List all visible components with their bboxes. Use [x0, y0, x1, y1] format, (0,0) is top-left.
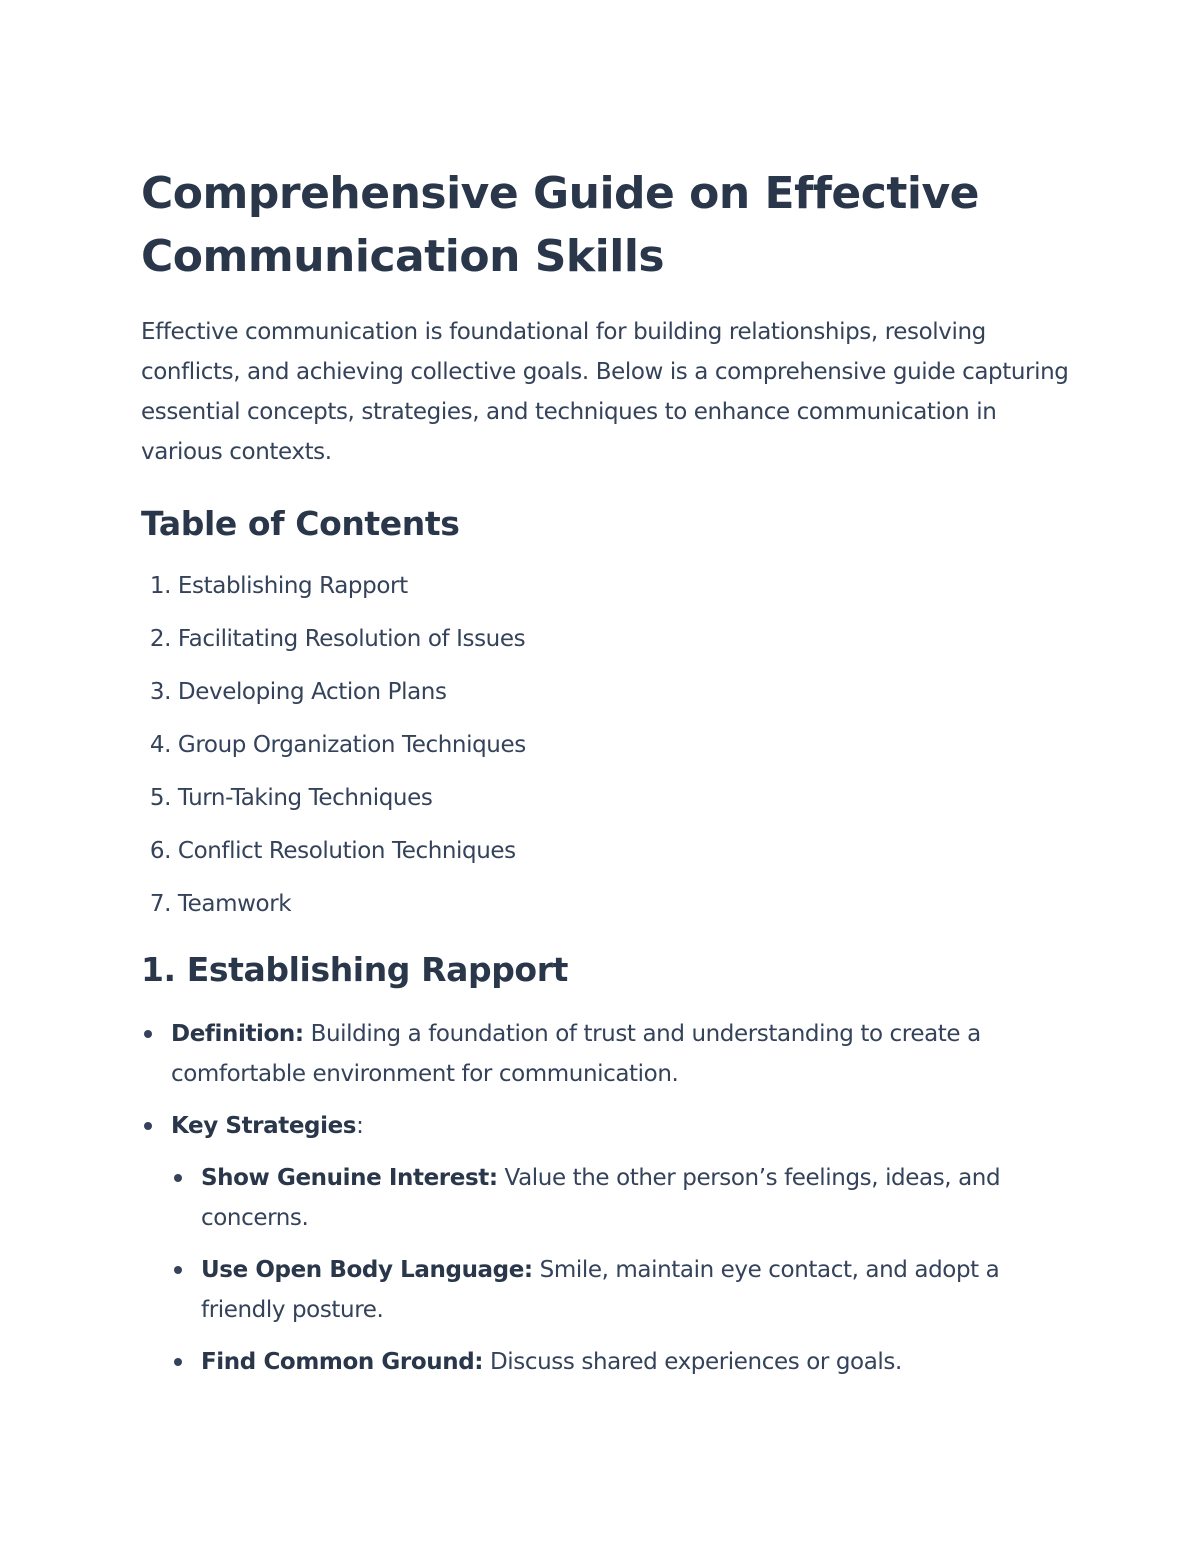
toc-item-label: Developing Action Plans — [177, 679, 447, 705]
bullet-icon — [174, 1358, 182, 1366]
toc-item[interactable] — [141, 619, 1071, 659]
strategies-term: Key Strategies — [171, 1113, 357, 1139]
toc-item[interactable] — [141, 672, 1071, 712]
toc-item-number: 2. — [149, 626, 171, 652]
toc-item[interactable] — [141, 884, 1071, 924]
document-page — [141, 162, 1071, 1394]
strategy-text: Smile, maintain eye contact, and adopt a friendly posture. — [201, 1257, 1000, 1323]
bullet-icon — [174, 1266, 182, 1274]
toc-heading: Table of Contents — [141, 504, 460, 543]
list-item-definition — [141, 1014, 1071, 1094]
toc-item-number: 4. — [149, 732, 171, 758]
list-item-key-strategies — [141, 1106, 1071, 1382]
toc-item[interactable] — [141, 566, 1071, 606]
section-bullet-list — [141, 1014, 1071, 1382]
document-title: Comprehensive Guide on Effective Communication Skills — [141, 168, 979, 282]
strategies-suffix: : — [356, 1113, 364, 1139]
toc-item-number: 1. — [149, 573, 171, 599]
toc-item-label: Group Organization Techniques — [177, 732, 526, 758]
definition-text: Building a foundation of trust and understanding to create a comfortable environment for communication. — [171, 1021, 981, 1087]
toc-item-label: Conflict Resolution Techniques — [177, 838, 516, 864]
toc-item[interactable] — [141, 831, 1071, 871]
toc-item-label: Establishing Rapport — [177, 573, 408, 599]
list-item-strategy — [171, 1158, 1071, 1238]
toc-item-number: 3. — [149, 679, 171, 705]
toc-item[interactable] — [141, 778, 1071, 818]
toc-item-label: Facilitating Resolution of Issues — [177, 626, 526, 652]
bullet-icon — [174, 1174, 182, 1182]
definition-term: Definition: — [171, 1021, 304, 1047]
table-of-contents — [141, 566, 1071, 924]
strategies-sub-list — [171, 1158, 1071, 1382]
toc-item-label: Teamwork — [177, 891, 292, 917]
bullet-icon — [144, 1030, 152, 1038]
toc-item[interactable] — [141, 725, 1071, 765]
strategy-term: Show Genuine Interest: — [201, 1165, 498, 1191]
toc-item-label: Turn-Taking Techniques — [177, 785, 433, 811]
strategy-text: Discuss shared experiences or goals. — [483, 1349, 902, 1375]
section-heading-establishing-rapport: 1. Establishing Rapport — [141, 950, 568, 989]
list-item-strategy — [171, 1342, 1071, 1382]
toc-item-number: 6. — [149, 838, 171, 864]
strategy-term: Use Open Body Language: — [201, 1257, 533, 1283]
toc-item-number: 5. — [149, 785, 171, 811]
intro-paragraph: Effective communication is foundational for building relationships, resolving conflicts, and achieving collective goals. Below is a comprehensive guide capturing essential concepts, strategies, and techniques to enhance communication in various contexts. — [141, 319, 1069, 465]
list-item-strategy — [171, 1250, 1071, 1330]
strategy-text: Value the other person’s feelings, ideas, and concerns. — [201, 1165, 1001, 1231]
toc-item-number: 7. — [149, 891, 171, 917]
bullet-icon — [144, 1122, 152, 1130]
strategy-term: Find Common Ground: — [201, 1349, 484, 1375]
